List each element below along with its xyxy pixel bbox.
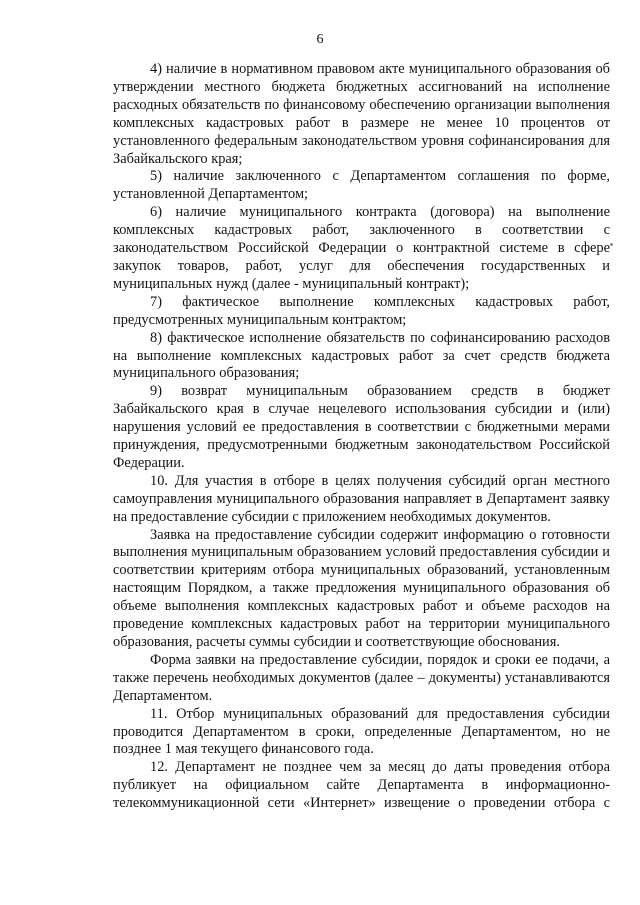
paragraph-item-9: 9) возврат муниципальным образованием средств в бюджет Забайкальского края в случае нецелевого использования субсидии и (или) нарушения условий ее предоставления в соответствии с бюджетными мерами принуждения, предусмотренными бюджетным законодательством Российской Федерации.	[113, 383, 610, 471]
paragraph-item-4: 4) наличие в нормативном правовом акте муниципального образования об утверждении местного бюджета бюджетных ассигнований на исполнение расходных обязательств по финансовому обеспечению организации выполнения комплексных кадастровых работ в размере не менее 10 процентов от установленного федеральным законодательством уровня софинансирования для Забайкальского края;	[113, 61, 610, 167]
paragraph-item-6: 6) наличие муниципального контракта (договора) на выполнение комплексных кадастровых работ, заключенного в соответствии с законодательством Российской Федерации о контрактной системе в сфере закупок товаров, работ, услуг для обеспечения государственных и муниципальных нужд (далее - муниципальный контракт);	[113, 204, 610, 292]
paragraph-application-form: Форма заявки на предоставление субсидии, порядок и сроки ее подачи, а также перечень необходимых документов (далее – документы) устанавливаются Департаментом.	[113, 651, 610, 704]
paragraph-item-8: 8) фактическое исполнение обязательств по софинансированию расходов на выполнение комплексных кадастровых работ за счет средств бюджета муниципального образования;	[113, 329, 610, 382]
paragraph-item-5: 5) наличие заключенного с Департаментом соглашения по форме, установленной Департаментом;	[113, 168, 610, 203]
paragraph-item-7: 7) фактическое выполнение комплексных кадастровых работ, предусмотренных муниципальным контрактом;	[113, 293, 610, 328]
document-body	[113, 61, 610, 813]
paragraph-clause-12: 12. Департамент не позднее чем за месяц до даты проведения отбора публикует на официальном сайте Департамента в информационно-телекоммуникационной сети «Интернет» извещение о проведении отбора с	[113, 759, 610, 812]
scan-speck	[610, 243, 613, 246]
paragraph-clause-11: 11. Отбор муниципальных образований для предоставления субсидии проводится Департаментом в сроки, определенные Департаментом, но не позднее 1 мая текущего финансового года.	[113, 705, 610, 758]
page-number: 6	[316, 32, 324, 47]
paragraph-clause-10: 10. Для участия в отборе в целях получения субсидий орган местного самоуправления муниципального образования направляет в Департамент заявку на предоставление субсидии с приложением необходимых документов.	[113, 472, 610, 525]
paragraph-application-content: Заявка на предоставление субсидии содержит информацию о готовности выполнения муниципальным образованием условий предоставления субсидии и соответствии критериям отбора муниципальных образований, установленным настоящим Порядком, а также предложения муниципального образования об объеме выполнения комплексных кадастровых работ и объеме расходов на проведение комплексных кадастровых работ на территории муниципального образования, расчеты суммы субсидии и соответствующие обоснования.	[113, 526, 610, 650]
